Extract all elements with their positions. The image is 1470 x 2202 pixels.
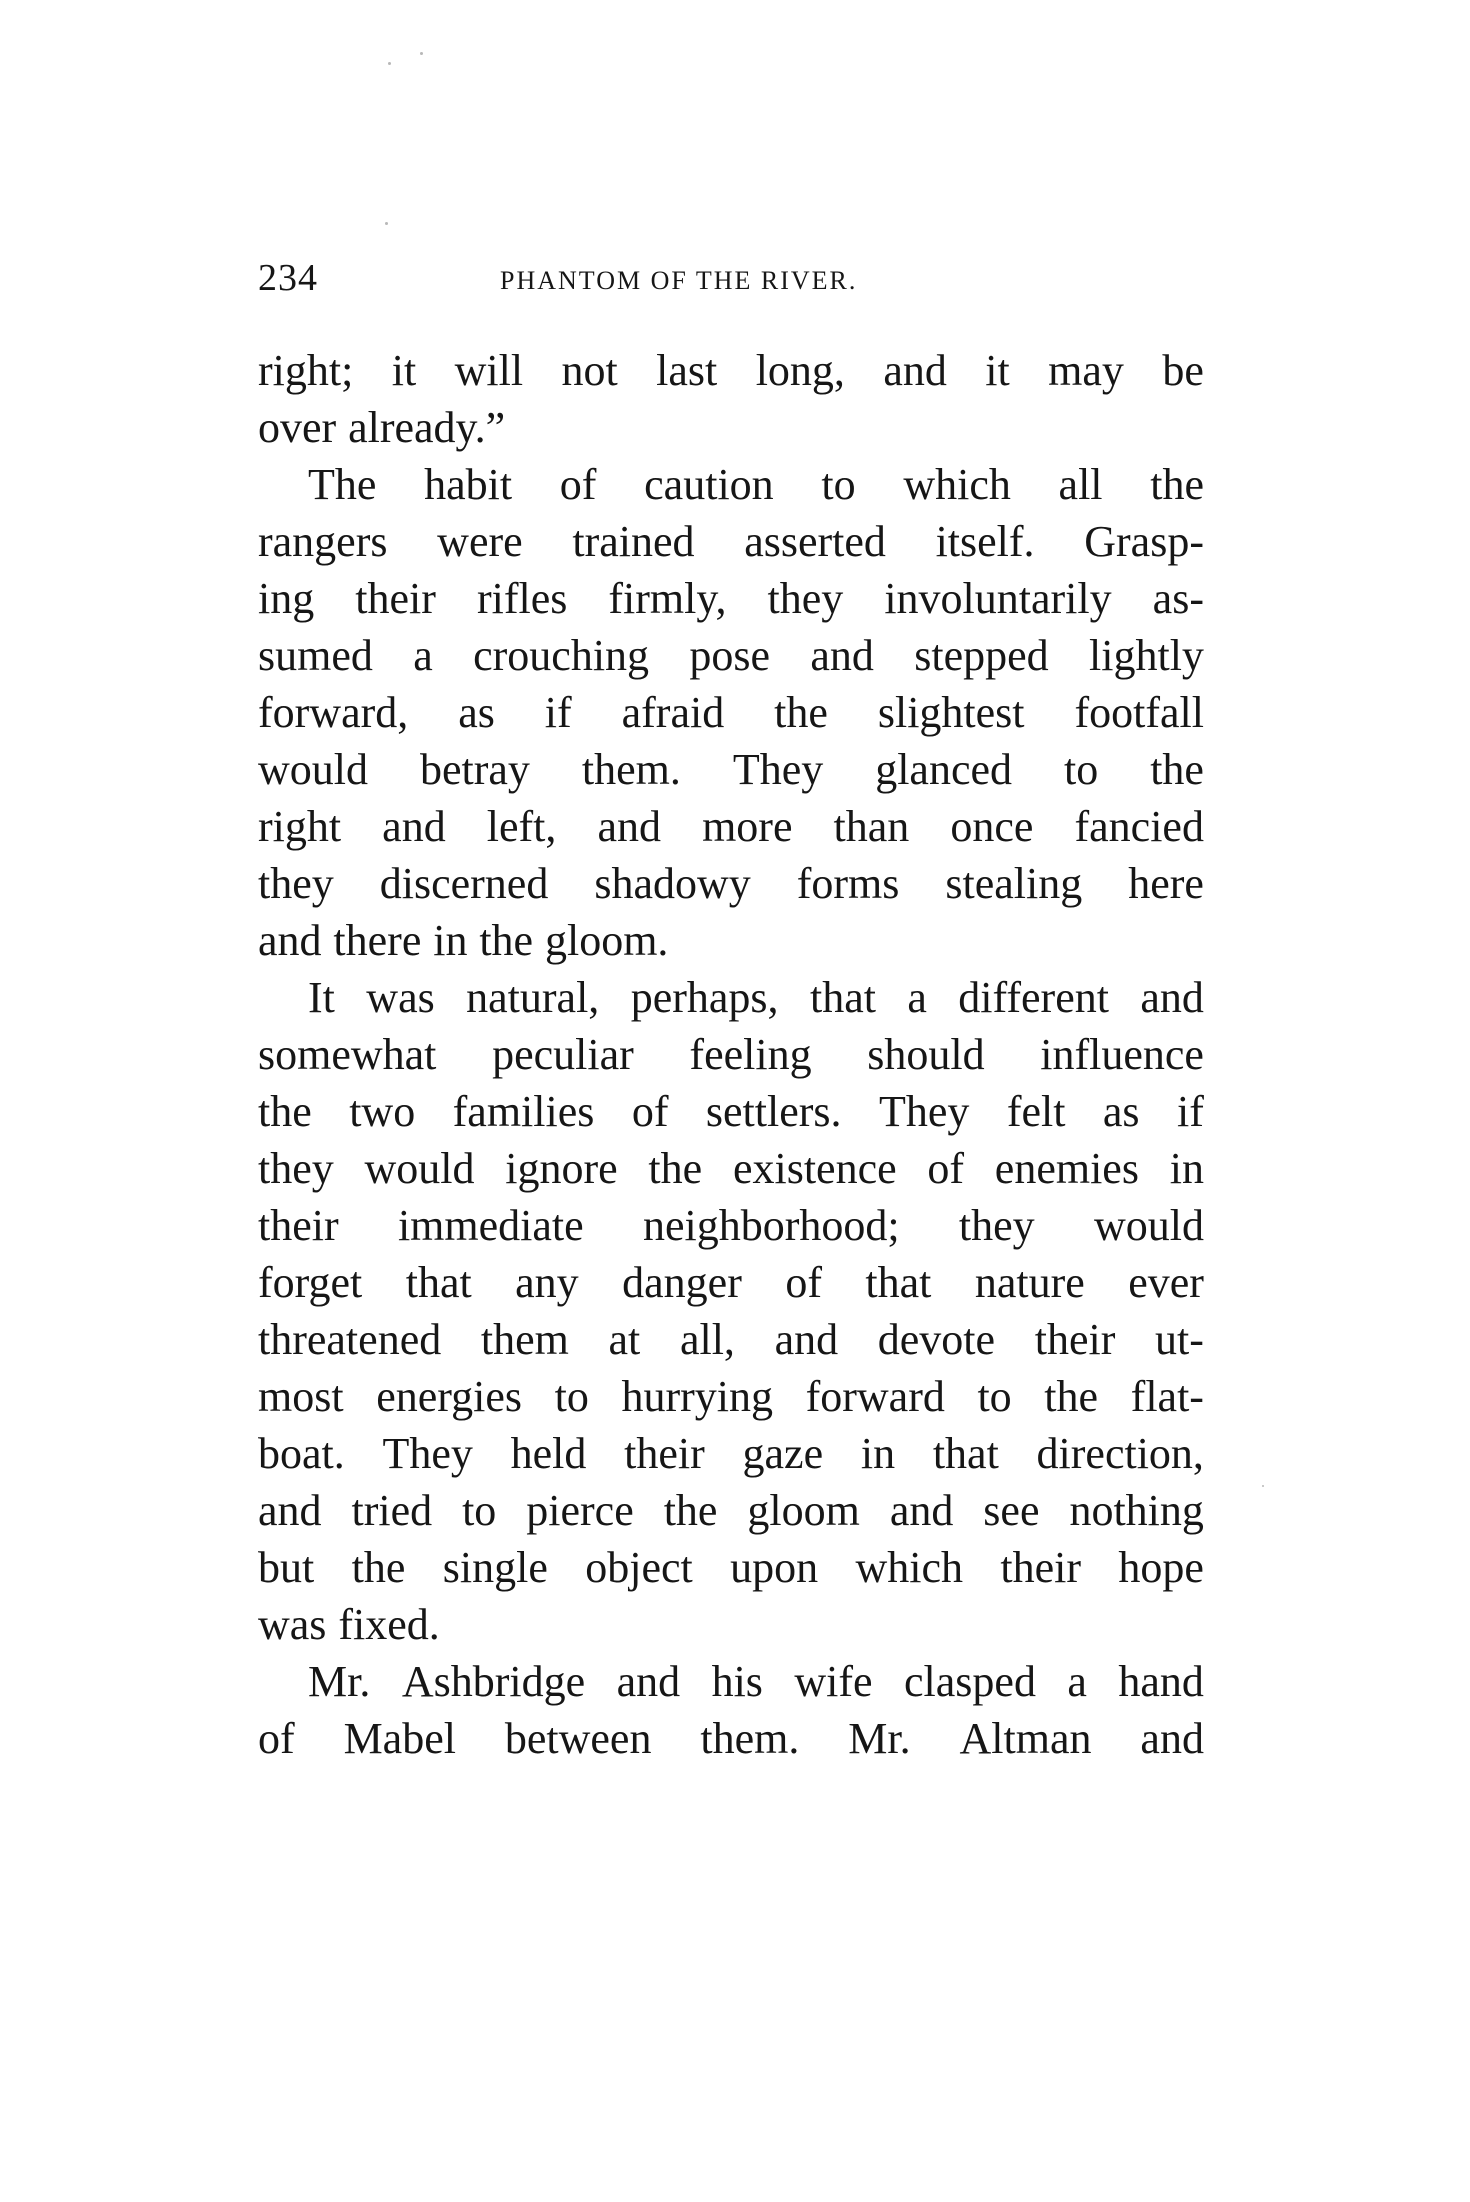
word: than: [833, 802, 910, 851]
word: of: [785, 1258, 822, 1307]
word: They: [878, 1087, 970, 1136]
word: devote: [877, 1315, 996, 1364]
word: upon: [730, 1543, 819, 1592]
word: may: [1048, 346, 1124, 395]
word: Altman: [959, 1714, 1092, 1763]
word: that: [405, 1258, 472, 1307]
word: right: [258, 802, 342, 851]
word: Mr.: [308, 1657, 371, 1706]
word: tried: [351, 1486, 433, 1535]
text-line: [258, 1197, 1204, 1254]
word: rangers: [258, 517, 388, 566]
word: all: [1058, 460, 1103, 509]
word: feeling: [689, 1030, 812, 1079]
word: once: [950, 802, 1034, 851]
word: existence: [732, 1144, 897, 1193]
word: would: [1093, 1201, 1204, 1250]
word: in: [1169, 1144, 1204, 1193]
scan-speck: [420, 52, 423, 55]
word: left,: [486, 802, 557, 851]
word: as: [458, 688, 495, 737]
word: felt: [1006, 1087, 1066, 1136]
word: that: [809, 973, 876, 1022]
word: if: [544, 688, 572, 737]
word: a: [413, 631, 433, 680]
text-line: [258, 1026, 1204, 1083]
word: rifles: [476, 574, 568, 623]
word: clasped: [904, 1657, 1036, 1706]
word: last: [656, 346, 718, 395]
word: they: [258, 1144, 334, 1193]
word: not: [561, 346, 618, 395]
word: at: [608, 1315, 641, 1364]
word: in: [860, 1429, 896, 1478]
word: them.: [581, 745, 681, 794]
word: habit: [424, 460, 513, 509]
word: was: [366, 973, 435, 1022]
word: the: [1150, 460, 1204, 509]
word: and: [258, 916, 322, 965]
word: them.: [700, 1714, 800, 1763]
text-line: [258, 399, 1204, 456]
word: it: [391, 346, 417, 395]
word: the: [1150, 745, 1204, 794]
word: should: [867, 1030, 985, 1079]
word: they: [767, 574, 844, 623]
running-head: PHANTOM OF THE RIVER.: [500, 266, 858, 295]
word: betray: [419, 745, 530, 794]
word: would: [258, 745, 368, 794]
word: hope: [1118, 1543, 1204, 1592]
word: of: [631, 1087, 669, 1136]
word: as-: [1152, 574, 1204, 623]
word: between: [504, 1714, 652, 1763]
word: flat-: [1130, 1372, 1204, 1421]
word: asserted: [744, 517, 886, 566]
word: ut-: [1155, 1315, 1204, 1364]
word: The: [308, 460, 377, 509]
word: It: [308, 973, 335, 1022]
word: glanced: [875, 745, 1013, 794]
word: gloom.: [544, 916, 669, 965]
word: They: [732, 745, 824, 794]
word: which: [855, 1543, 964, 1592]
text-line: [258, 1596, 1204, 1653]
word: which: [903, 460, 1011, 509]
text-line: [258, 741, 1204, 798]
word: a: [907, 973, 927, 1022]
word: of: [927, 1144, 965, 1193]
word: and: [597, 802, 661, 851]
text-line: [258, 1140, 1204, 1197]
text-line: [258, 912, 1204, 969]
word: forget: [258, 1258, 363, 1307]
word: be: [1162, 346, 1204, 395]
word: and: [774, 1315, 839, 1364]
word: the: [258, 1087, 312, 1136]
text-line: [258, 1368, 1204, 1425]
word: of: [258, 1714, 295, 1763]
word: trained: [572, 517, 695, 566]
word: ever: [1128, 1258, 1204, 1307]
word: the: [663, 1486, 718, 1535]
word: shadowy: [594, 859, 751, 908]
word: and: [883, 346, 947, 395]
word: a: [1067, 1657, 1087, 1706]
word: sumed: [258, 631, 373, 680]
word: natural,: [466, 973, 600, 1022]
word: slightest: [877, 688, 1025, 737]
word: there: [333, 916, 422, 965]
word: fixed.: [338, 1600, 440, 1649]
word: threatened: [258, 1315, 442, 1364]
word: gloom: [747, 1486, 860, 1535]
word: energies: [376, 1372, 522, 1421]
scan-speck: [388, 62, 391, 65]
word: the: [479, 916, 534, 965]
word: and: [382, 802, 446, 851]
word: to: [1063, 745, 1099, 794]
word: crouching: [473, 631, 650, 680]
word: over: [258, 403, 337, 452]
word: but: [258, 1543, 315, 1592]
word: peculiar: [492, 1030, 634, 1079]
word: and: [1140, 973, 1204, 1022]
word: nothing: [1069, 1486, 1204, 1535]
word: immediate: [397, 1201, 584, 1250]
word: the: [648, 1144, 703, 1193]
word: forms: [796, 859, 900, 908]
word: his: [711, 1657, 763, 1706]
body-text: [258, 342, 1204, 1767]
word: would: [364, 1144, 475, 1193]
word: see: [983, 1486, 1040, 1535]
word: they: [258, 859, 334, 908]
text-line: [258, 456, 1204, 513]
word: enemies: [994, 1144, 1139, 1193]
word: that: [932, 1429, 999, 1478]
word: as: [1102, 1087, 1140, 1136]
word: stepped: [914, 631, 1049, 680]
word: their: [1034, 1315, 1116, 1364]
word: it: [985, 346, 1010, 395]
word: danger: [622, 1258, 742, 1307]
word: Mr.: [848, 1714, 911, 1763]
word: their: [1000, 1543, 1082, 1592]
word: footfall: [1074, 688, 1204, 737]
word: if: [1177, 1087, 1204, 1136]
word: object: [585, 1543, 693, 1592]
word: ignore: [505, 1144, 618, 1193]
word: their: [258, 1201, 339, 1250]
word: firmly,: [608, 574, 727, 623]
page-number: 234: [258, 257, 318, 299]
word: and: [810, 631, 874, 680]
word: afraid: [621, 688, 725, 737]
word: the: [1044, 1372, 1099, 1421]
word: families: [452, 1087, 595, 1136]
text-line: [258, 1482, 1204, 1539]
word: perhaps,: [630, 973, 779, 1022]
text-line: [258, 342, 1204, 399]
word: and: [1140, 1714, 1204, 1763]
word: they: [958, 1201, 1035, 1250]
text-line: [258, 513, 1204, 570]
text-line: [258, 1254, 1204, 1311]
word: and: [258, 1486, 322, 1535]
word: and: [616, 1657, 681, 1706]
word: nature: [974, 1258, 1085, 1307]
text-line: [258, 684, 1204, 741]
word: itself.: [935, 517, 1035, 566]
word: neighborhood;: [642, 1201, 900, 1250]
text-line: [258, 798, 1204, 855]
word: in: [433, 916, 468, 965]
scan-speck: [385, 222, 388, 225]
text-line: [258, 1311, 1204, 1368]
word: and: [889, 1486, 954, 1535]
word: Mabel: [343, 1714, 456, 1763]
word: any: [515, 1258, 579, 1307]
word: the: [774, 688, 828, 737]
word: hand: [1118, 1657, 1204, 1706]
word: were: [437, 517, 523, 566]
word: caution: [644, 460, 774, 509]
word: right;: [258, 346, 354, 395]
word: pierce: [526, 1486, 634, 1535]
word: influence: [1040, 1030, 1204, 1079]
word: already.”: [348, 403, 506, 452]
word: all,: [679, 1315, 735, 1364]
word: fancied: [1074, 802, 1204, 851]
word: Ashbridge: [401, 1657, 586, 1706]
word: settlers.: [705, 1087, 842, 1136]
scan-speck: [1262, 1485, 1264, 1487]
word: wife: [794, 1657, 873, 1706]
text-line: [258, 1083, 1204, 1140]
word: different: [958, 973, 1109, 1022]
word: single: [442, 1543, 548, 1592]
word: forward,: [258, 688, 409, 737]
word: held: [510, 1429, 587, 1478]
word: to: [821, 460, 856, 509]
word: They: [382, 1429, 473, 1478]
text-line: [258, 855, 1204, 912]
word: lightly: [1089, 631, 1204, 680]
word: more: [702, 802, 793, 851]
word: long,: [755, 346, 845, 395]
text-line: [258, 1539, 1204, 1596]
word: Grasp-: [1084, 517, 1204, 566]
word: their: [355, 574, 436, 623]
word: to: [977, 1372, 1012, 1421]
word: boat.: [258, 1429, 345, 1478]
word: ing: [258, 574, 315, 623]
word: hurrying: [621, 1372, 773, 1421]
word: two: [349, 1087, 416, 1136]
word: of: [559, 460, 597, 509]
text-line: [258, 570, 1204, 627]
word: to: [554, 1372, 589, 1421]
word: here: [1128, 859, 1204, 908]
word: to: [462, 1486, 497, 1535]
text-line: [258, 1425, 1204, 1482]
word: them: [480, 1315, 569, 1364]
text-line: [258, 1710, 1204, 1767]
text-line: [258, 969, 1204, 1026]
word: pose: [689, 631, 771, 680]
word: forward: [805, 1372, 945, 1421]
word: that: [865, 1258, 932, 1307]
text-line: [258, 627, 1204, 684]
word: most: [258, 1372, 344, 1421]
word: their: [624, 1429, 705, 1478]
word: was: [258, 1600, 327, 1649]
word: discerned: [379, 859, 549, 908]
word: will: [454, 346, 524, 395]
word: the: [351, 1543, 406, 1592]
text-line: [258, 1653, 1204, 1710]
word: gaze: [742, 1429, 824, 1478]
word: direction,: [1036, 1429, 1204, 1478]
word: involuntarily: [884, 574, 1112, 623]
word: somewhat: [258, 1030, 437, 1079]
page-header: [258, 256, 1208, 306]
word: stealing: [945, 859, 1083, 908]
